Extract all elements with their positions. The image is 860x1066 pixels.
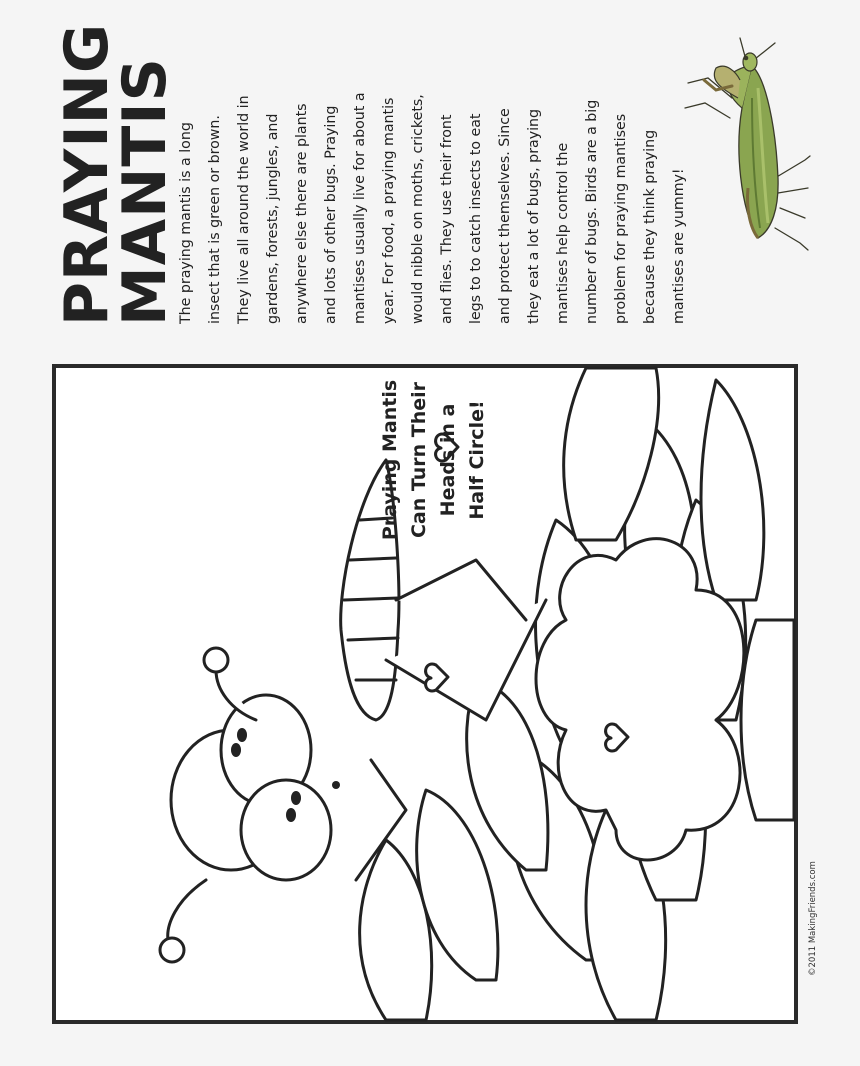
info-line: problem for praying mantises	[613, 113, 629, 324]
praying-mantis-illustration-icon	[680, 30, 812, 248]
info-line: anywhere else there are plants	[294, 103, 310, 324]
caption-line: Heads in a	[437, 403, 459, 517]
title-line-1: PRAYING	[52, 22, 122, 326]
title-line-2: MANTIS	[110, 57, 180, 326]
info-line: insect that is green or brown.	[207, 115, 223, 324]
info-line: and protect themselves. Since	[497, 108, 513, 324]
info-text	[172, 24, 694, 324]
caption-line: Praying Mantis	[379, 379, 401, 541]
info-line: mantises usually live for about a	[352, 92, 368, 324]
caption-line: Half Circle!	[466, 400, 488, 520]
info-line: year. For food, a praying mantis	[381, 97, 397, 324]
info-line: legs to to catch insects to eat	[468, 113, 484, 324]
page-title	[52, 22, 180, 326]
copyright-notice: ©2011 MakingFriends.com	[808, 861, 818, 976]
info-line: would nibble on moths, crickets,	[410, 94, 426, 324]
info-line: mantises are yummy!	[671, 168, 687, 324]
info-line: number of bugs. Birds are a big	[584, 99, 600, 324]
info-line: and flies. They use their front	[439, 114, 455, 324]
info-line: mantises help control the	[555, 142, 571, 324]
info-line: they eat a lot of bugs, praying	[526, 108, 542, 324]
info-line: and lots of other bugs. Praying	[323, 105, 339, 324]
info-line: The praying mantis is a long	[178, 122, 194, 324]
fact-caption	[376, 370, 492, 550]
caption-line: Can Turn Their	[408, 381, 430, 539]
coloring-frame	[52, 364, 818, 1024]
info-line: gardens, forests, jungles, and	[265, 113, 281, 324]
info-line: because they think praying	[642, 129, 658, 324]
info-line: They live all around the world in	[236, 95, 252, 324]
